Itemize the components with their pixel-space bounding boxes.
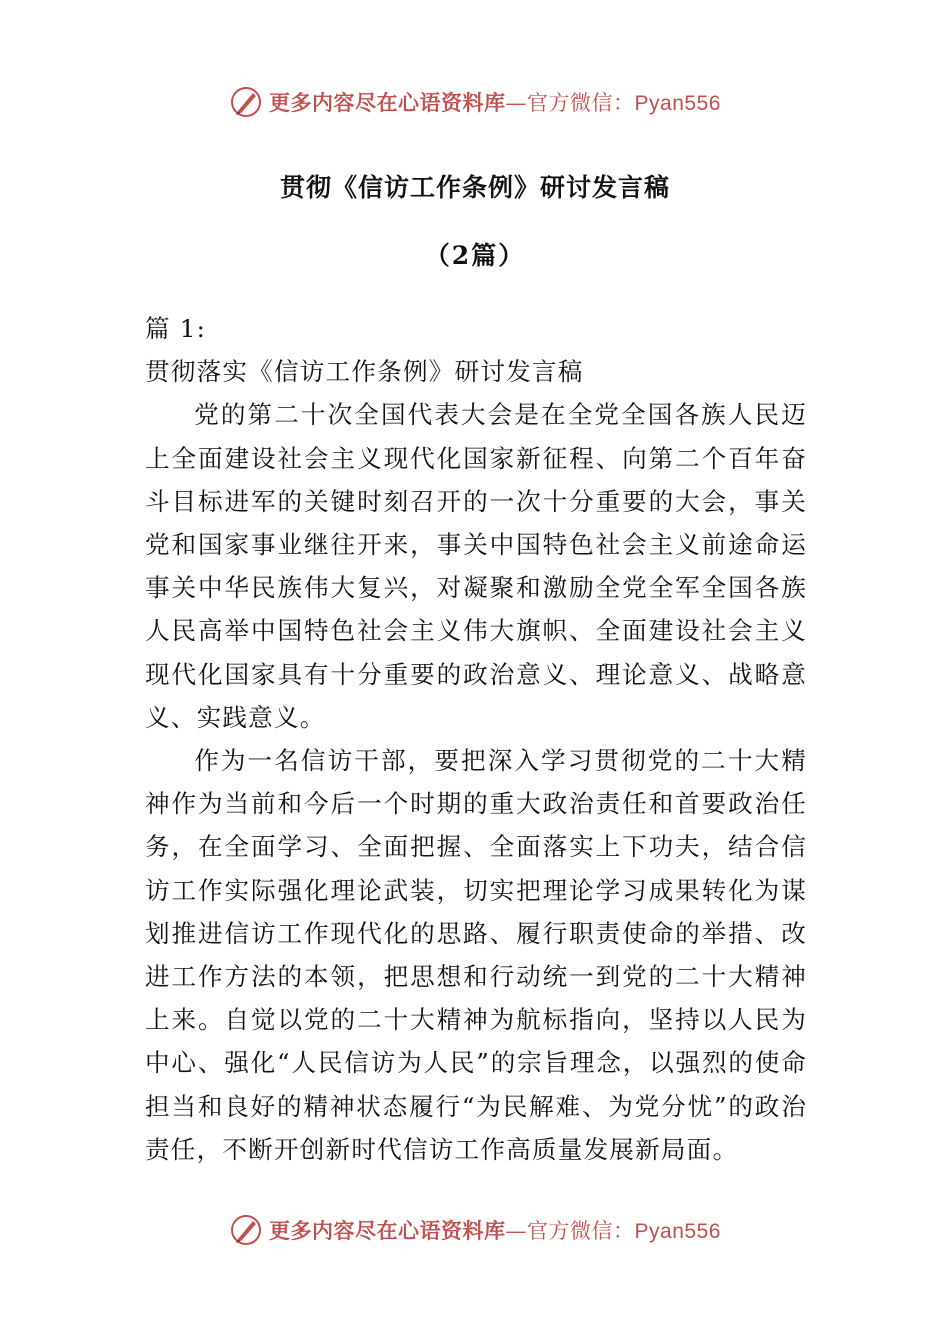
banner-brand: 更多内容尽在心语资料库 bbox=[269, 1218, 506, 1243]
part-title: 贯彻落实《信访工作条例》研讨发言稿 bbox=[145, 357, 584, 387]
header-banner bbox=[0, 82, 950, 122]
banner-wechat-id: Pyan556 bbox=[634, 92, 721, 115]
banner-official: 官方微信： bbox=[527, 91, 635, 115]
document-body bbox=[145, 307, 807, 1171]
banner-text bbox=[269, 1215, 721, 1245]
pen-logo-icon bbox=[229, 1213, 263, 1247]
banner-brand: 更多内容尽在心语资料库 bbox=[269, 90, 506, 115]
banner-wechat-id: Pyan556 bbox=[634, 1220, 721, 1243]
banner-dash: — bbox=[505, 91, 528, 115]
document-subtitle: （2篇） bbox=[424, 241, 526, 270]
banner-dash: — bbox=[505, 1219, 528, 1243]
paragraph-1: 党的第二十次全国代表大会是在全党全国各族人民迈上全面建设社会主义现代化国家新征程、向第二个百年奋斗目标进军的关键时刻召开的一次十分重要的大会，事关党和国家事业继往开来，事关中国特色社会主义前途命运事关中华民族伟大复兴，对凝聚和激励全党全军全国各族人民高举中国特色社会主义伟大旗帜、全面建设社会主义现代化国家具有十分重要的政治意义、理论意义、战略意义、实践意义。 bbox=[145, 400, 807, 732]
banner-official: 官方微信： bbox=[527, 1219, 635, 1243]
banner-text bbox=[269, 87, 721, 117]
pen-logo-icon bbox=[229, 85, 263, 119]
footer-banner bbox=[0, 1210, 950, 1250]
part-label: 篇 1: bbox=[145, 314, 207, 343]
document-title: 贯彻《信访工作条例》研讨发言稿 bbox=[279, 173, 670, 202]
paragraph-2: 作为一名信访干部，要把深入学习贯彻党的二十大精神作为当前和今后一个时期的重大政治责任和首要政治任务，在全面学习、全面把握、全面落实上下功夫，结合信访工作实际强化理论武装，切实把理论学习成果转化为谋划推进信访工作现代化的思路、履行职责使命的举措、改进工作方法的本领，把思想和行动统一到党的二十大精神上来。自觉以党的二十大精神为航标指向，坚持以人民为中心、强化“人民信访为人民”的宗旨理念，以强烈的使命担当和良好的精神状态履行“为民解难、为党分忧”的政治责任，不断开创新时代信访工作高质量发展新局面。 bbox=[145, 746, 807, 1164]
